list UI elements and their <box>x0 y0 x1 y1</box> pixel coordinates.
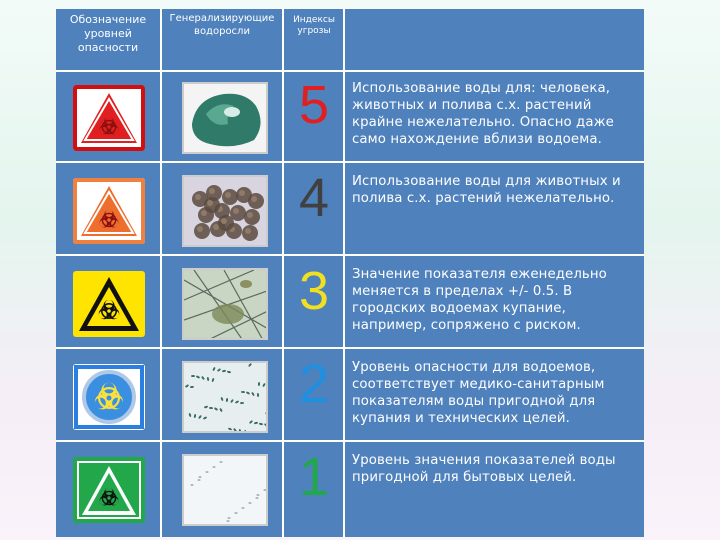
hazard-description: Уровень значения показателей воды пригодной для бытовых целей. <box>352 453 616 485</box>
threat-index-number: 3 <box>298 261 330 321</box>
header-hazard-designation: Обозначение уровней опасности <box>69 13 147 54</box>
threat-index-number: 5 <box>298 75 330 135</box>
hazard-level-row <box>56 165 644 256</box>
clear-water-sample-icon <box>182 454 268 526</box>
green-algae-mass-icon <box>182 82 268 154</box>
hazard-level-row <box>56 351 644 442</box>
biohazard-warning-orange-icon <box>73 178 145 244</box>
hazard-level-row <box>56 444 644 535</box>
header-algae: Генерализирующие водоросли <box>169 13 275 37</box>
hazard-description: Значение показателя еженедельно меняется в пределах +/- 0.5. В городских водоемах купание, например, сопряжено с риском. <box>352 267 607 333</box>
hazard-description: Использование воды для животных и полива с.х. растений нежелательно. <box>352 174 621 206</box>
biohazard-warning-green-icon <box>73 457 145 523</box>
filamentous-algae-icon <box>182 268 268 340</box>
sparse-algae-cells-icon <box>182 361 268 433</box>
table-header <box>56 9 644 72</box>
biohazard-warning-yellow-icon <box>73 271 145 337</box>
threat-index-number: 2 <box>298 354 330 414</box>
biohazard-circle-blue-icon <box>73 364 145 430</box>
hazard-description: Уровень опасности для водоемов, соответствует медико-санитарным показателям воды пригодной для купания и технических целей. <box>352 360 605 426</box>
hazard-level-row <box>56 258 644 349</box>
header-threat-index: Индексы угрозы <box>293 15 335 37</box>
threat-index-number: 4 <box>298 168 330 228</box>
hazard-description: Использование воды для: человека, животных и полива с.х. растений крайне нежелательно. Опасно даже само нахождение вблизи водоема. <box>352 81 614 147</box>
biohazard-warning-red-icon <box>73 85 145 151</box>
algae-colonies-icon <box>182 175 268 247</box>
hazard-levels-table <box>56 9 644 537</box>
hazard-level-row <box>56 72 644 163</box>
threat-index-number: 1 <box>298 447 330 507</box>
